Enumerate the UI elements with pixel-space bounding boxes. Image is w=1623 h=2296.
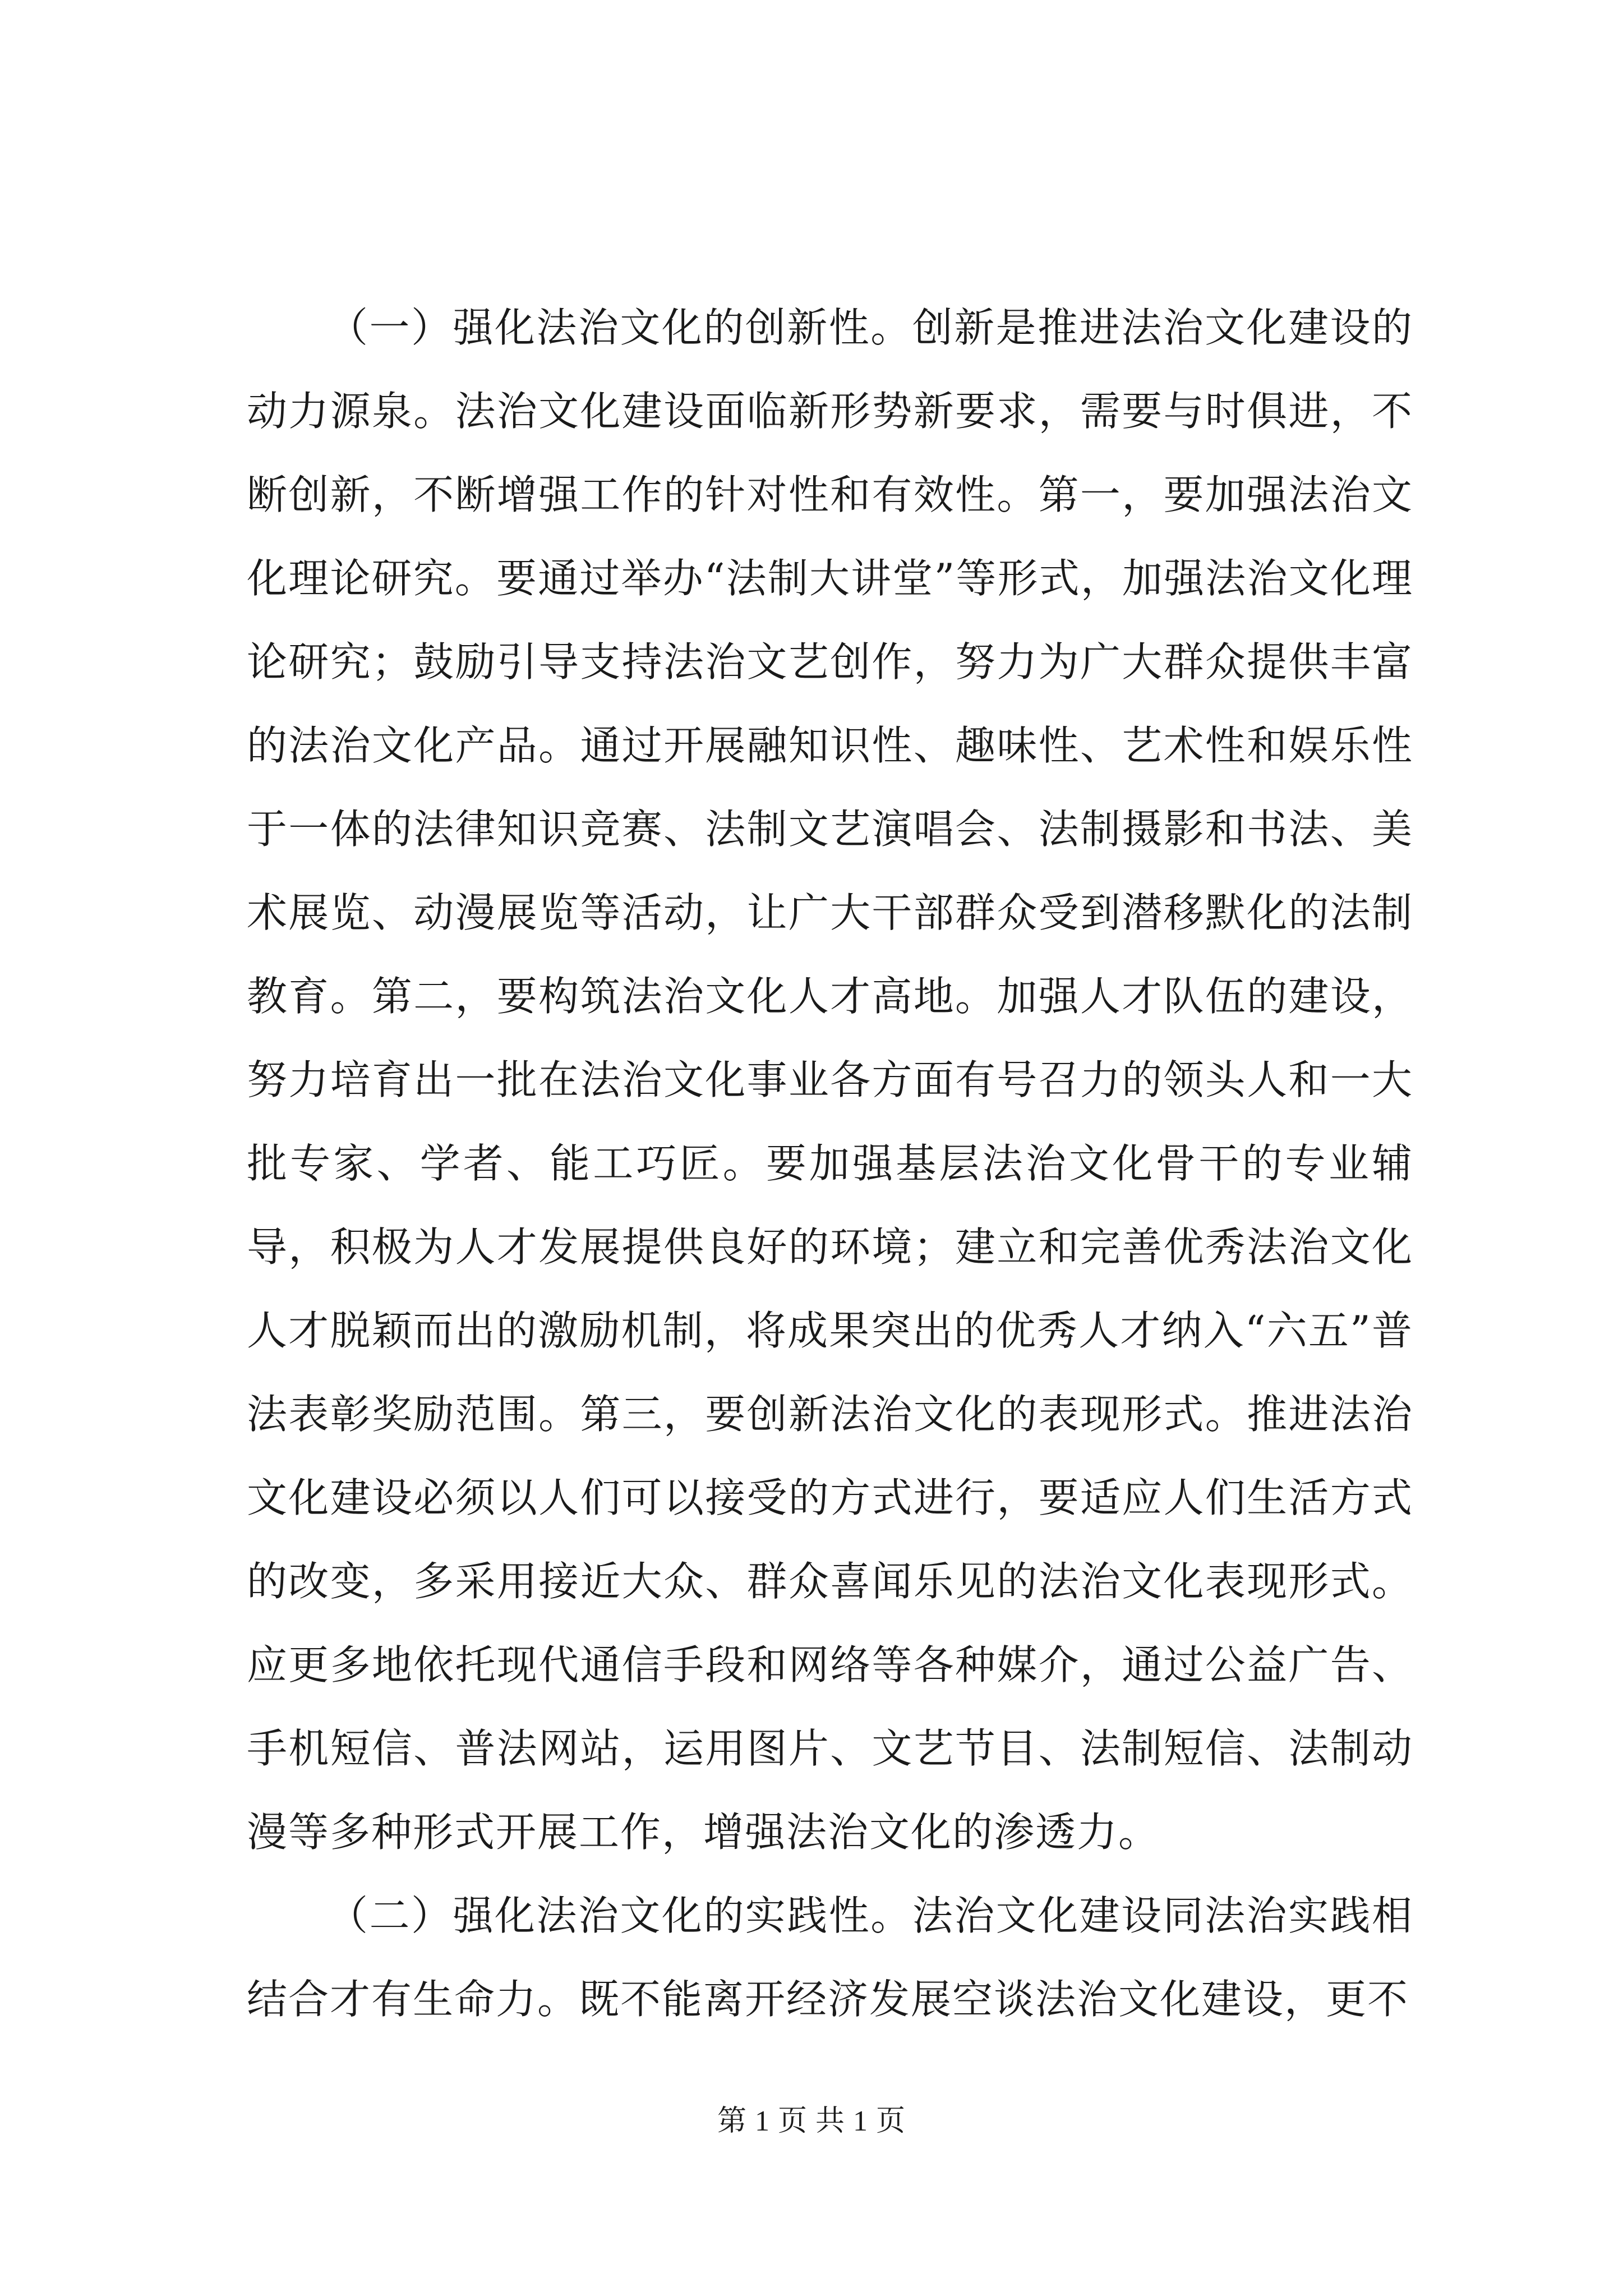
document-body (247, 286, 1413, 2041)
page-number-label: 第 1 页 共 1 页 (717, 2105, 906, 2137)
paragraph-innovation: （一）强化法治文化的创新性。创新是推进法治文化建设的动力源泉。法治文化建设面临新形势新要求，需要与时俱进，不断创新，不断增强工作的针对性和有效性。第一，要加强法治文化理论研究。要通过举办“法制大讲堂”等形式，加强法治文化理论研究；鼓励引导支持法治文艺创作，努力为广大群众提供丰富的法治文化产品。通过开展融知识性、趣味性、艺术性和娱乐性于一体的法律知识竞赛、法制文艺演唱会、法制摄影和书法、美术展览、动漫展览等活动，让广大干部群众受到潜移默化的法制教育。第二，要构筑法治文化人才高地。加强人才队伍的建设，努力培育出一批在法治文化事业各方面有号召力的领头人和一大批专家、学者、能工巧匠。要加强基层法治文化骨干的专业辅导，积极为人才发展提供良好的环境；建立和完善优秀法治文化人才脱颖而出的激励机制，将成果突出的优秀人才纳入“六五”普法表彰奖励范围。第三，要创新法治文化的表现形式。推进法治文化建设必须以人们可以接受的方式进行，要适应人们生活方式的改变，多采用接近大众、群众喜闻乐见的法治文化表现形式。应更多地依托现代通信手段和网络等各种媒介，通过公益广告、手机短信、普法网站，运用图片、文艺节目、法制短信、法制动漫等多种形式开展工作，增强法治文化的渗透力。 (247, 304, 1413, 1856)
paragraph-practice: （二）强化法治文化的实践性。法治文化建设同法治实践相结合才有生命力。既不能离开经济发展空谈法治文化建设，更不 (247, 1892, 1413, 2023)
page-footer (0, 2097, 1623, 2139)
